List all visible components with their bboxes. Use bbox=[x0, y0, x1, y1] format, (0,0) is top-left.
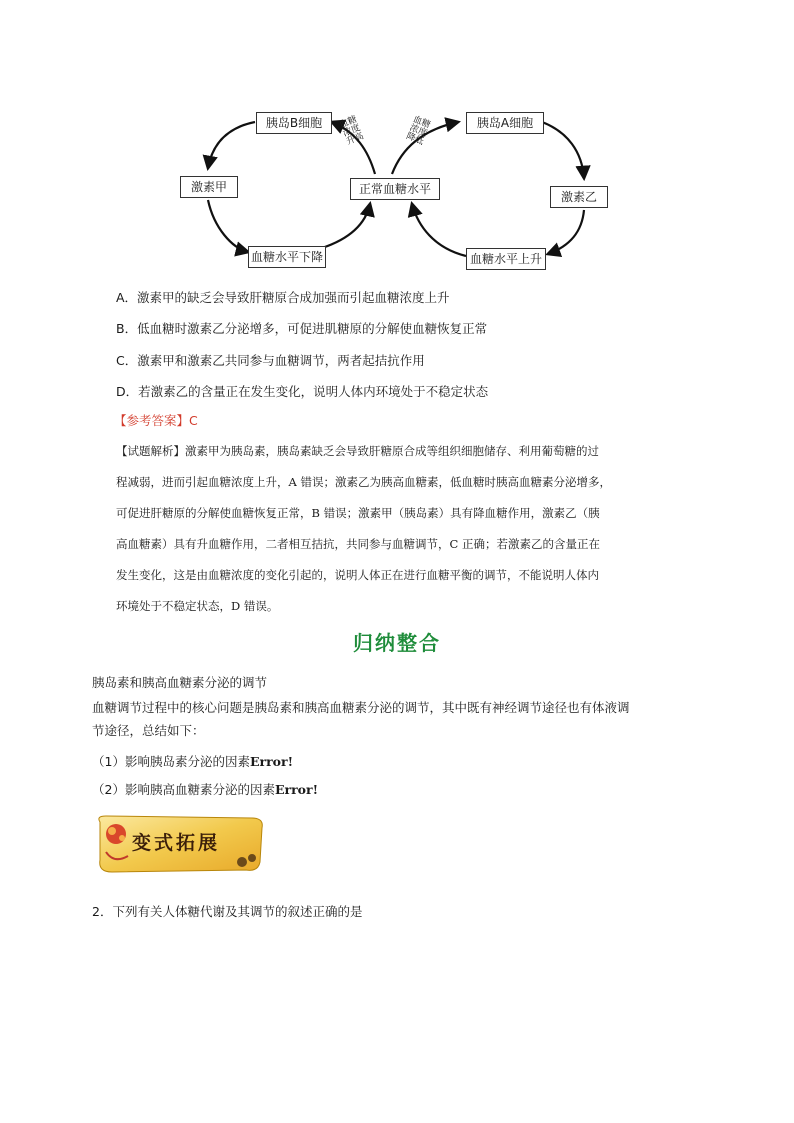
arrow-b-to-hormone-a bbox=[208, 122, 255, 168]
analysis-line: 程减弱，进而引起血糖浓度上升，A 错误；激素乙为胰高血糖素，低血糖时胰高血糖素分泌增多， bbox=[116, 475, 611, 489]
drop-level-box: 血糖水平下降 bbox=[248, 246, 326, 268]
option-a: A．激素甲的缺乏会导致肝糖原合成加强而引起血糖浓度上升 bbox=[116, 290, 450, 305]
rise-level-box: 血糖水平上升 bbox=[466, 248, 546, 270]
summary-heading: 胰岛素和胰高血糖素分泌的调节 bbox=[92, 675, 268, 690]
summary-line-2: 节途径，总结如下： bbox=[92, 723, 205, 738]
arrow-hormone-b-to-rise bbox=[548, 210, 584, 254]
summary-item-2 bbox=[92, 781, 318, 799]
arrow-rise-to-normal bbox=[412, 204, 466, 256]
label-glucose-up: 血糖浓度升高 bbox=[338, 114, 366, 148]
arrow-hormone-a-to-drop bbox=[208, 200, 248, 252]
blood-sugar-diagram bbox=[170, 98, 600, 278]
islet-b-box: 胰岛B细胞 bbox=[256, 112, 332, 134]
summary-item-1-text: （1）影响胰岛素分泌的因素 bbox=[92, 754, 250, 769]
summary-item-1 bbox=[92, 753, 293, 771]
option-c: C．激素甲和激素乙共同参与血糖调节，两者起拮抗作用 bbox=[116, 353, 425, 368]
analysis-line: 高血糖素）具有升血糖作用，二者相互拮抗，共同参与血糖调节，C 正确；若激素乙的含量正在 bbox=[116, 537, 600, 551]
banner-text: 变式拓展 bbox=[132, 832, 221, 854]
analysis-line: 【试题解析】激素甲为胰岛素，胰岛素缺乏会导致肝糖原合成等组织细胞储存、利用葡萄糖的过 bbox=[116, 444, 599, 458]
normal-level-box: 正常血糖水平 bbox=[350, 178, 440, 200]
reference-answer: 【参考答案】C bbox=[114, 413, 198, 428]
option-b: B．低血糖时激素乙分泌增多，可促进肌糖原的分解使血糖恢复正常 bbox=[116, 321, 488, 336]
summary-item-2-text: （2）影响胰高血糖素分泌的因素 bbox=[92, 782, 275, 797]
label-glucose-down: 血糖浓度降低 bbox=[404, 114, 432, 148]
analysis-block bbox=[116, 436, 716, 622]
analysis-line: 发生变化，这是由血糖浓度的变化引起的，说明人体正在进行血糖平衡的调节，不能说明人体内 bbox=[116, 568, 599, 582]
variant-extension-banner bbox=[92, 812, 268, 876]
hormone-a-box: 激素甲 bbox=[180, 176, 238, 198]
error-text: Error! bbox=[249, 754, 294, 769]
section-title: 归纳整合 bbox=[353, 631, 441, 655]
option-d: D．若激素乙的含量正在发生变化，说明人体内环境处于不稳定状态 bbox=[116, 384, 489, 399]
analysis-line: 环境处于不稳定状态，D 错误。 bbox=[116, 599, 279, 613]
summary-line-1: 血糖调节过程中的核心问题是胰岛素和胰高血糖素分泌的调节，其中既有神经调节途径也有体液调 bbox=[92, 700, 630, 715]
analysis-line: 可促进肝糖原的分解使血糖恢复正常，B 错误；激素甲（胰岛素）具有降血糖作用，激素乙（胰 bbox=[116, 506, 600, 520]
hormone-b-box: 激素乙 bbox=[550, 186, 608, 208]
error-text: Error! bbox=[274, 782, 319, 797]
islet-a-box: 胰岛A细胞 bbox=[466, 112, 544, 134]
question-2: 2．下列有关人体糖代谢及其调节的叙述正确的是 bbox=[92, 904, 363, 919]
arrow-a-to-hormone-b bbox=[542, 122, 584, 178]
arrow-drop-to-normal bbox=[322, 204, 370, 248]
